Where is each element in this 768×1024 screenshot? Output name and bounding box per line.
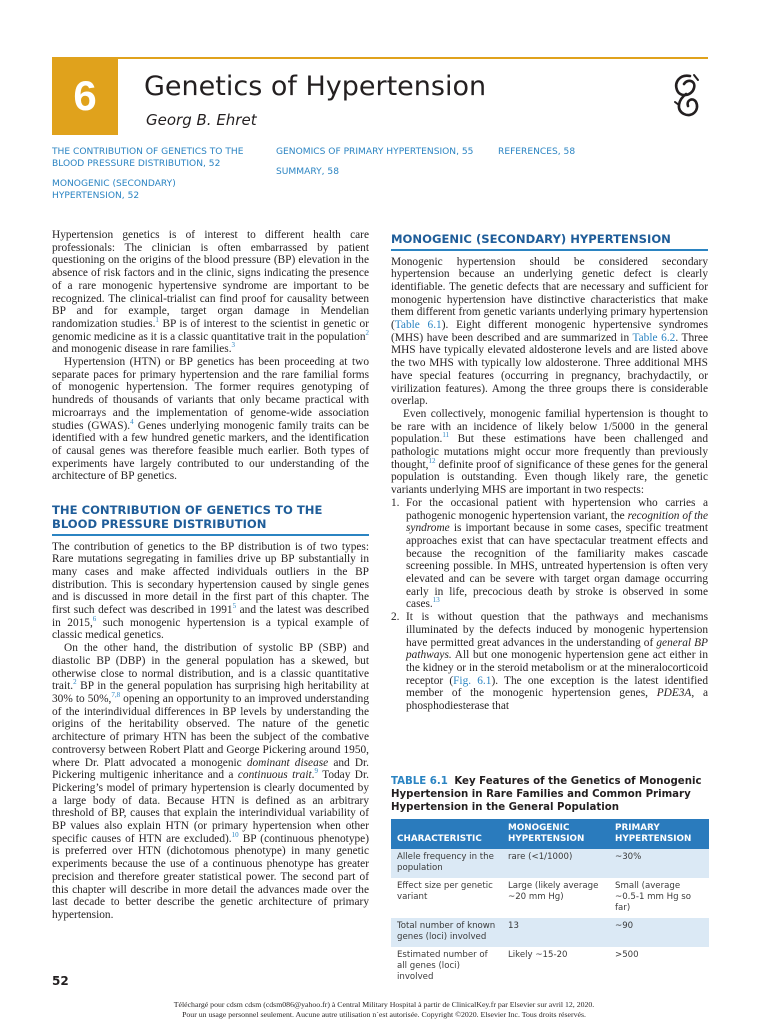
toc-link-references[interactable]: REFERENCES, 58 [498, 147, 576, 157]
section-heading-contribution: THE CONTRIBUTION OF GENETICS TO THE BLOOD PRESSURE DISTRIBUTION [52, 503, 323, 532]
table-header-cell: MONOGENIC HYPERTENSION [502, 819, 609, 849]
chapter-number-badge: 6 [52, 57, 118, 135]
table-header-cell: CHARACTERISTIC [391, 819, 502, 849]
table-6-2-link[interactable]: Table 6.2 [632, 331, 676, 344]
table-header-row [391, 819, 709, 849]
table-caption: TABLE 6.1 Key Features of the Genetics of Monogenic Hypertension in Rare Families and Common Primary Hypertension in the General Population [391, 776, 702, 813]
paragraph-incidence: Even collectively, monogenic familial hypertension is thought to be rare with an incidence of likely below 1/5000 in the general population.$^{11}$ But these estimations have been challenged and pathologic mutations might occur more frequently than previously thought,$^{12}$ definite proof of significance of these genes for the general population is outstanding. Even though likely rare, the genetic variants underlying MHS are important in two respects: [391, 407, 708, 497]
table-cell: Effect size per genetic variant [391, 878, 502, 918]
table-row [391, 878, 709, 918]
list-item: 1. For the occasional patient with hypertension who carries a pathogenic monogenic hypertension variant, the recognition of the syndrome is important because in some cases, specific treatment approaches exist that can have spectacular treatment effects and because the recognition of the familiarity makes cascade screening possible. In MHS, untreated hypertension is often very elevated and can be severe with target organ damage occurring early in life, precocious death by stroke is observed in some cases.$^{13}$ [391, 496, 709, 611]
figure-6-1-link[interactable]: Fig. 6.1 [453, 674, 492, 687]
table-cell: ~90 [609, 918, 709, 947]
toc-link-contribution[interactable]: THE CONTRIBUTION OF GENETICS TO THE BLOOD PRESSURE DISTRIBUTION, 52 [52, 147, 244, 169]
paragraph-intro: Hypertension genetics is of interest to different health care professionals: The clinician is often embarrassed by patient questioning on the origins of the blood pressure (BP) elevation in the absence of risk factors and in the clinic, signs indicating the presence of a rare monogenic hypertensive syndrome are important to be recognized. The clinical-trialist can find proof for causality between BP and for example, target organ damage in Mendelian randomization studies.$^1$ BP is of interest to the scientist in genetic or genomic medicine as it is a classic quantitative trait in the population$^2$ and monogenic disease in rare families.$^3$ [52, 229, 369, 356]
table-cell: >500 [609, 947, 709, 987]
citation[interactable]: 2 [73, 678, 77, 687]
table-6-1-link[interactable]: Table 6.1 [394, 319, 442, 332]
download-footer-line-1: Téléchargé pour cdsm cdsm (cdsm086@yahoo.fr) à Central Military Hospital à partir de ClinicalKey.fr par Elsevier sur avril 12, 2020. [173, 1000, 595, 1009]
toc-link-genomics[interactable]: GENOMICS OF PRIMARY HYPERTENSION, 55 [276, 147, 474, 157]
numbered-list [391, 497, 708, 713]
left-column [52, 229, 369, 922]
paragraph-distribution: On the other hand, the distribution of systolic BP (SBP) and diastolic BP (DBP) in the general population has a skewed, but otherwise close to normal distribution, and is a classic quantitative trait.$^2$ BP in the general population has surprising high heritability at 30% to 50%,$^{7,8}$ opening an opportunity to an improved understanding of the interindividual differences in BP levels by understanding the origins of the heritability observed. The nature of the genetic architecture of primary HTN has been the subject of the combative controversy between Robert Platt and George Pickering around 1950, where Dr. Platt advocated a monogenic dominant disease and Dr. Pickering multigenic inheritance and a continuous trait.$^9$ Today Dr. Pickering’s model of primary hypertension is clearly documented by a large body of data. Because HTN is defined as an arbitrary threshold of BP, causes that explain the interindividual variability of BP values also explain HTN (or primary hypertension when other specific causes of HTN are excluded).$^{10}$ BP (continuous phenotype) is preferred over HTN (dichotomous phenotype) in many genetic experiments because the use of a continuous phenotype has greater precision and therefore greater statistical power. The second part of this chapter will describe in more detail the advances made over the last decade to better describe the genetic architecture of primary hypertension. [52, 642, 369, 921]
section-heading-rule [52, 534, 369, 536]
table-row [391, 918, 709, 947]
citation[interactable]: 12 [428, 456, 436, 465]
table-6-1 [391, 819, 709, 987]
chapter-author: Georg B. Ehret [146, 111, 257, 129]
table-cell: Likely ~15-20 [502, 947, 609, 987]
table-cell: Allele frequency in the population [391, 849, 502, 878]
toc-column-1 [52, 146, 244, 202]
right-column [391, 232, 708, 713]
table-cell: Estimated number of all genes (loci) involved [391, 947, 502, 987]
citation[interactable]: 9 [314, 767, 318, 776]
table-cell: Small (average ~0.5-1 mm Hg so far) [609, 878, 709, 918]
paragraph-htn-genetics: Hypertension (HTN) or BP genetics has been proceeding at two separate paces for primary hypertension and the rare familial forms of monogenic hypertension. The former requires genotyping of hundreds of thousands of variants that only became practical with microarrays and the implementation of genome-wide association studies (GWAS).$^4$ Genes underlying monogenic family traits can be identified with a few hundred genetic markers, and the identification of causal genes was therefore feasible much earlier. Both types of experiments have largely contributed to our understanding of the architecture of BP genetics. [52, 356, 369, 483]
citation[interactable]: 1 [155, 316, 159, 325]
citation[interactable]: 7,8 [111, 691, 121, 700]
table-cell: ~30% [609, 849, 709, 878]
table-cell: Total number of known genes (loci) involved [391, 918, 502, 947]
table-header-cell: PRIMARY HYPERTENSION [609, 819, 709, 849]
page-number: 52 [52, 974, 69, 988]
list-item: 2. It is without question that the pathways and mechanisms illuminated by the defects induced by monogenic hypertension have permitted great advances in the understanding of general BP pathways. All but one monogenic hypertension gene act either in the kidney or in the steroid metabolism or at the mineralocorticoid receptor (Fig. 6.1). The one exception is the latest identified member of the monogenic hypertension genes, PDE3A, a phosphodiesterase that [391, 611, 708, 713]
citation[interactable]: 3 [231, 341, 236, 350]
toc-column-2 [276, 146, 473, 178]
paragraph-contribution: The contribution of genetics to the BP distribution is of two types: Rare mutations segregating in families drive up BP substantially in many cases and make affected individuals outliers in the BP distribution. This is secondary hypertension caused by single genes and is discussed in more detail in the first part of this chapter. The first such defect was described in 1991$^5$ and the latest was described in 2015,$^6$ such monogenic hypertension is a typical example of classic medical genetics. [52, 540, 370, 642]
header-rule [52, 57, 708, 59]
table-row [391, 849, 709, 878]
table-cell: 13 [502, 918, 609, 947]
table-cell: rare (<1/1000) [502, 849, 609, 878]
citation[interactable]: 5 [232, 602, 237, 611]
toc-link-summary[interactable]: SUMMARY, 58 [276, 167, 339, 177]
section-heading-rule [391, 249, 708, 251]
table-cell: Large (likely average ~20 mm Hg) [502, 878, 609, 918]
table-row [391, 947, 709, 987]
citation[interactable]: 2 [365, 328, 369, 337]
download-footer-line-2: Pour un usage personnel seulement. Aucune autre utilisation n´est autorisée. Copyright ©2020. Elsevier Inc. Tous droits réservés. [182, 1010, 586, 1019]
citation[interactable]: 11 [442, 431, 450, 440]
chapter-title: Genetics of Hypertension [144, 71, 487, 102]
section-heading-monogenic: MONOGENIC (SECONDARY) HYPERTENSION [391, 232, 671, 246]
citation[interactable]: 10 [231, 830, 239, 839]
toc-link-monogenic[interactable]: MONOGENIC (SECONDARY) HYPERTENSION, 52 [52, 179, 176, 201]
table-label: TABLE 6.1 [391, 776, 448, 787]
citation[interactable]: 13 [432, 596, 440, 605]
paragraph-monogenic: Monogenic hypertension should be considered secondary hypertension because an underlying genetic defect is clearly identifiable. The genetic defects that are necessary and sufficient for monogenic hypertension have distinctive characteristics that make them different from genetic variants underlying primary hypertension (Table 6.1). Eight different monogenic hypertensive syndromes (MHS) have been described and are summarized in Table 6.2. Three MHS have typically elevated aldosterone levels and are listed above the two MHS with typically low aldosterone. Three additional MHS have special features (occurring in pregnancy, brachydactily, or virilization features). Among the three groups there is considerable overlap. [391, 255, 709, 408]
publisher-logo-icon [670, 72, 704, 118]
citation[interactable]: 4 [130, 417, 134, 426]
toc-column-3 [498, 146, 575, 158]
citation[interactable]: 6 [92, 615, 97, 623]
